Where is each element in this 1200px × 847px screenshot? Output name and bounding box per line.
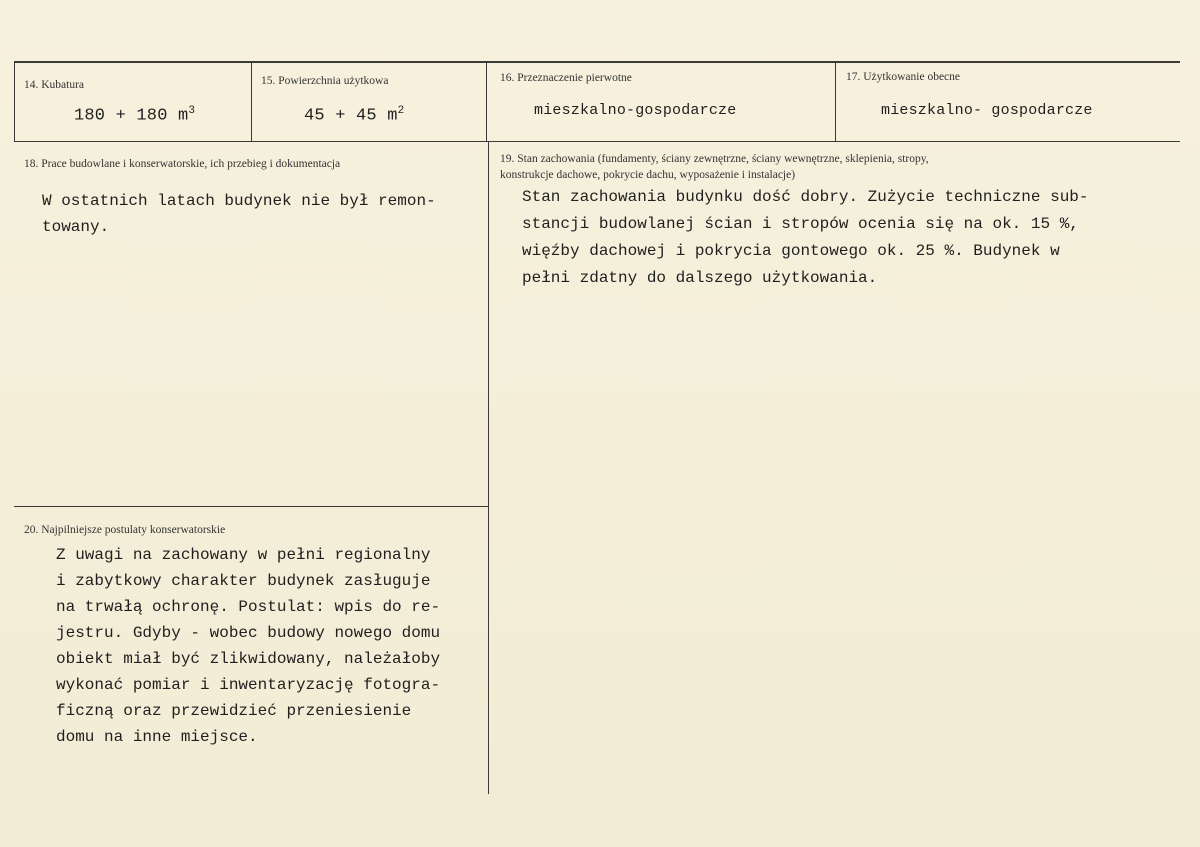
kubatura-label: 14. Kubatura <box>24 79 85 91</box>
inventory-card: 14. Kubatura 180 + 180 $m^3$ 15. Powierzchnia użytkowa 45 + 45 $m^2$ 16. Przeznaczenie pierwotne mieszkalno-gospodarcze 17. Użytkowanie obecne mieszkalno- gospodarcze 18. Prace budowlane i konserwatorskie, ich przebieg i dokumentacja W ostatnich latach budynek nie był remon- towany. 19. Stan zachowania (fundamenty, ściany zewnętrzne, ściany wewnętrzne, sklepienia, stropy, konstrukcje dachowe, pokrycie dachu, wyposażenie i instalacje) Stan zachowania budynku dość dobry. Zużycie techniczne sub- stancji budowlanej ścian i stropów ocenia się na ok. 15 %, więźby dachowej i pokrycia gontowego ok. 25 %. Budynek w pełni zdatny do dalszego użytkowania. 20. Najpilniejsze postulaty konserwatorskie Z uwagi na zachowany w pełni regionalny i zabytkowy charakter budynek zasługuje na trwałą ochronę. Postulat: wpis do re- jestru. Gdyby - wobec budowy nowego domu obiekt miał być zlikwidowany, należałoby wykonać pomiar i inwentaryzację fotogra- ficzną oraz przewidzieć przeniesienie domu na inne miejsce. <box>0 0 1200 847</box>
powierzchnia-value-text: 45 + 45 m <box>304 106 398 126</box>
stan-zachowania-label-line1: 19. Stan zachowania (fundamenty, ściany zewnętrzne, ściany wewnętrzne, sklepienia, stropy, <box>500 153 929 165</box>
divider-16-17 <box>835 62 836 142</box>
prace-budowlane-label: 18. Prace budowlane i konserwatorskie, ich przebieg i dokumentacja <box>24 158 341 170</box>
powierzchnia-label: 15. Powierzchnia użytkowa <box>261 75 389 87</box>
header-row-bottom-rule <box>14 141 1180 142</box>
przeznaczenie-label: 16. Przeznaczenie pierwotne <box>500 72 632 84</box>
przeznaczenie-value: mieszkalno-gospodarcze <box>534 102 737 119</box>
main-column-divider <box>488 142 489 794</box>
kubatura-value <box>74 106 195 125</box>
kubatura-value-text: 180 + 180 m <box>74 106 189 126</box>
postulaty-label: 20. Najpilniejsze postulaty konserwatorskie <box>24 524 226 536</box>
powierzchnia-value <box>304 106 404 125</box>
uzytkowanie-label: 17. Użytkowanie obecne <box>846 71 961 83</box>
top-rule <box>14 61 1180 63</box>
section-18-20-divider <box>14 506 489 507</box>
divider-15-16 <box>486 62 487 142</box>
divider-14-15 <box>251 62 252 142</box>
uzytkowanie-value: mieszkalno- gospodarcze <box>881 102 1093 119</box>
kubatura-unit-exponent: 3 <box>188 105 196 117</box>
powierzchnia-unit-exponent: 2 <box>397 105 405 117</box>
stan-zachowania-label-line2: konstrukcje dachowe, pokrycie dachu, wyposażenie i instalacje) <box>500 169 796 181</box>
left-vertical-rule <box>14 62 15 142</box>
